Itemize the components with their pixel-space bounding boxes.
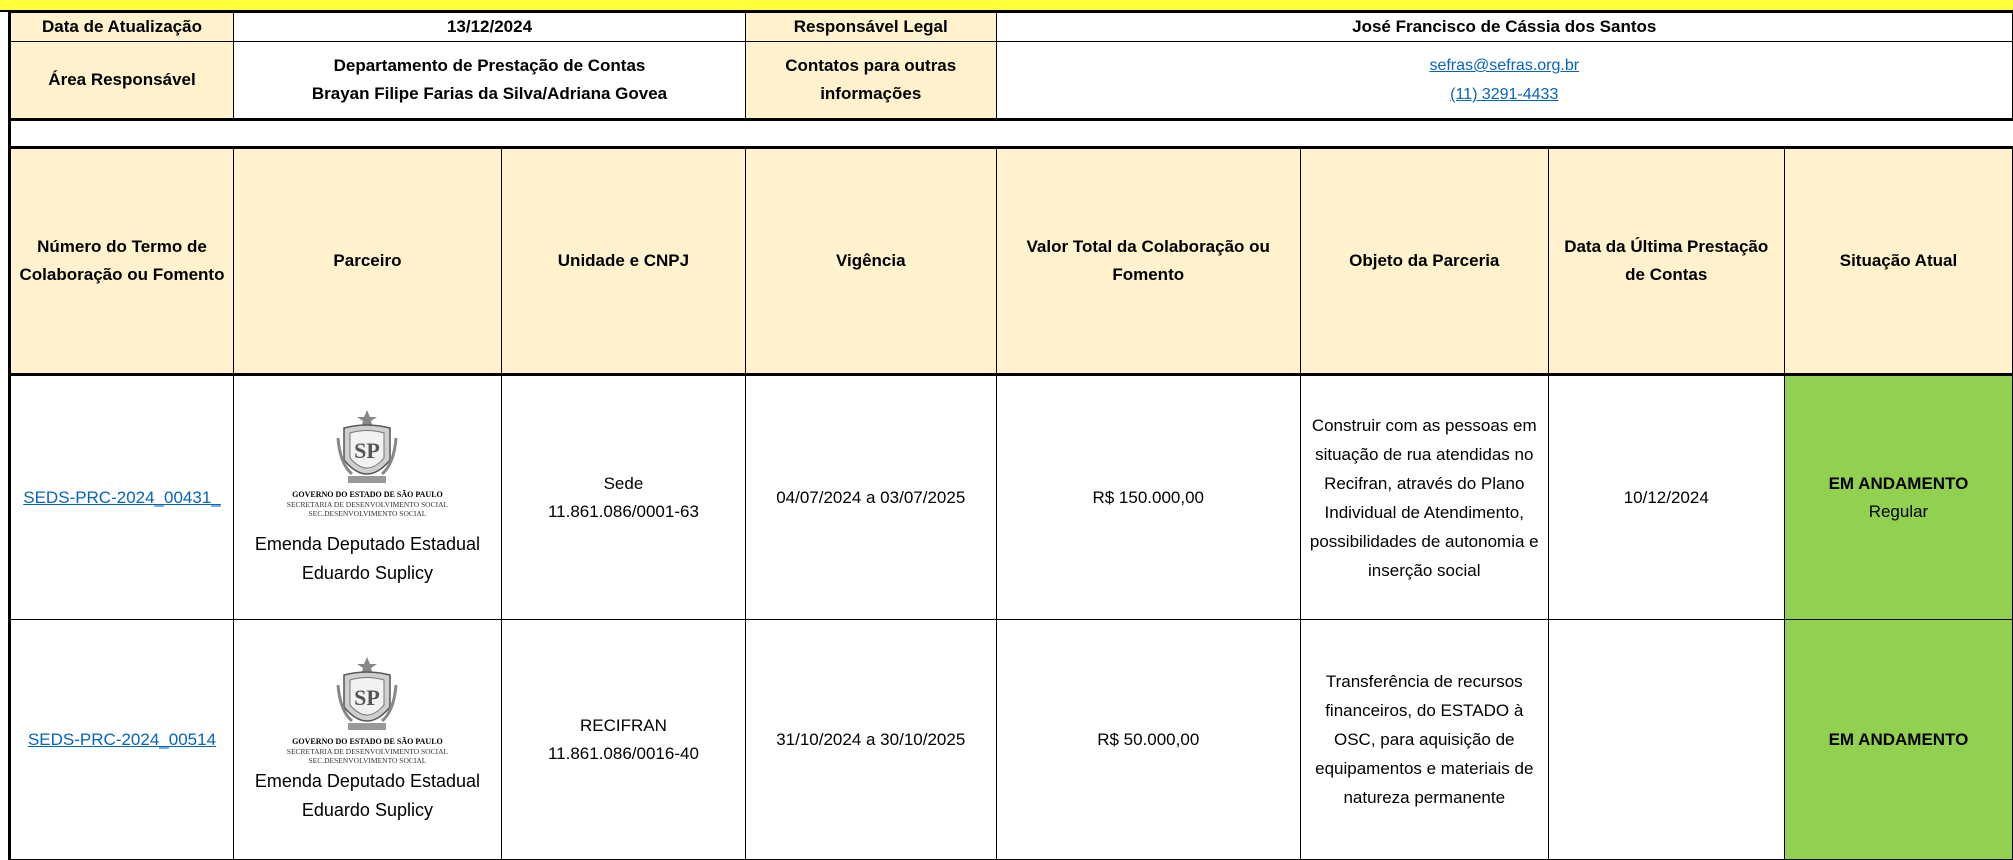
- contacts-value: [996, 42, 2013, 120]
- unit-cnpj: 11.861.086/0016-40: [547, 743, 699, 763]
- contacts-label: Contatos para outras informações: [746, 42, 997, 120]
- col-current-status: Situação Atual: [1784, 148, 2012, 375]
- update-date-label: Data de Atualização: [10, 13, 234, 42]
- total-value-cell: R$ 150.000,00: [996, 375, 1300, 620]
- info-row-update: [10, 13, 2013, 42]
- validity-cell: 04/07/2024 a 03/07/2025: [746, 375, 997, 620]
- unit-cnpj-cell: [501, 375, 745, 620]
- table-row: [10, 375, 2013, 620]
- spacer-cell: [10, 120, 2013, 148]
- area-label: Área Responsável: [10, 42, 234, 120]
- col-partnership-object: Objeto da Parceria: [1300, 148, 1548, 375]
- spacer-row: [10, 120, 2013, 148]
- area-value: [234, 42, 746, 120]
- area-staff: Brayan Filipe Farias da Silva/Adriana Govea: [311, 84, 668, 103]
- col-term-number: Número do Termo de Colaboração ou Fomento: [10, 148, 234, 375]
- term-cell: [10, 620, 234, 860]
- status-badge: EM ANDAMENTO: [1828, 473, 1969, 493]
- logo-line-government: GOVERNO DO ESTADO DE SÃO PAULO: [292, 489, 443, 499]
- last-report-date-cell: 10/12/2024: [1548, 375, 1784, 620]
- status-badge: EM ANDAMENTO: [1828, 729, 1969, 749]
- col-unit-cnpj: Unidade e CNPJ: [501, 148, 745, 375]
- status-cell: [1784, 375, 2012, 620]
- government-logo: [238, 655, 497, 765]
- term-cell: [10, 375, 234, 620]
- partnership-object-cell: Transferência de recursos financeiros, do ESTADO à OSC, para aquisição de equipamentos e materiais de natureza permanente: [1300, 620, 1548, 860]
- term-link[interactable]: SEDS-PRC-2024_00431_: [23, 487, 221, 507]
- table-row: [10, 620, 2013, 860]
- update-date-value: 13/12/2024: [234, 13, 746, 42]
- validity-cell: 31/10/2024 a 30/10/2025: [746, 620, 997, 860]
- unit-cnpj: 11.861.086/0001-63: [547, 501, 699, 521]
- area-department: Departamento de Prestação de Contas: [333, 56, 646, 75]
- partner-cell: [234, 375, 502, 620]
- info-row-area: [10, 42, 2013, 120]
- col-total-value: Valor Total da Colaboração ou Fomento: [996, 148, 1300, 375]
- column-header-row: [10, 148, 2013, 375]
- logo-line-government: GOVERNO DO ESTADO DE SÃO PAULO: [292, 736, 443, 746]
- spreadsheet-table: [8, 12, 2013, 860]
- last-report-date-cell: [1548, 620, 1784, 860]
- unit-name: RECIFRAN: [579, 715, 667, 735]
- government-logo: [238, 408, 497, 518]
- sao-paulo-seal-icon: [336, 408, 398, 490]
- partner-cell: [234, 620, 502, 860]
- partner-name: Emenda Deputado Estadual Eduardo Suplicy: [254, 770, 481, 820]
- unit-cnpj-cell: [501, 620, 745, 860]
- total-value-cell: R$ 50.000,00: [996, 620, 1300, 860]
- status-detail: Regular: [1868, 501, 1929, 521]
- legal-responsible-value: José Francisco de Cássia dos Santos: [996, 13, 2013, 42]
- contact-phone-link[interactable]: (11) 3291-4433: [1450, 86, 1559, 103]
- partnership-object-cell: Construir com as pessoas em situação de rua atendidas no Recifran, através do Plano Individual de Atendimento, possibilidades de autonomia e inserção social: [1300, 375, 1548, 620]
- logo-line-department: SEC.DESENVOLVIMENTO SOCIAL: [308, 755, 427, 765]
- partner-name: Emenda Deputado Estadual Eduardo Suplicy: [254, 533, 481, 583]
- col-last-report-date: Data da Última Prestação de Contas: [1548, 148, 1784, 375]
- sao-paulo-seal-icon: [336, 655, 398, 737]
- logo-line-department: SEC.DESENVOLVIMENTO SOCIAL: [308, 508, 427, 518]
- col-partner: Parceiro: [234, 148, 502, 375]
- logo-line-secretariat: SECRETARIA DE DESENVOLVIMENTO SOCIAL: [286, 499, 449, 509]
- top-highlight-strip: [0, 0, 2013, 12]
- term-link[interactable]: SEDS-PRC-2024_00514: [27, 729, 217, 749]
- accountability-sheet: [8, 12, 2013, 860]
- legal-responsible-label: Responsável Legal: [746, 13, 997, 42]
- status-cell: [1784, 620, 2012, 860]
- col-validity: Vigência: [746, 148, 997, 375]
- svg-text:SP: SP: [354, 437, 381, 463]
- unit-name: Sede: [603, 473, 644, 493]
- logo-line-secretariat: SECRETARIA DE DESENVOLVIMENTO SOCIAL: [286, 746, 449, 756]
- contact-email-link[interactable]: sefras@sefras.org.br: [1429, 57, 1580, 74]
- svg-text:SP: SP: [354, 684, 381, 710]
